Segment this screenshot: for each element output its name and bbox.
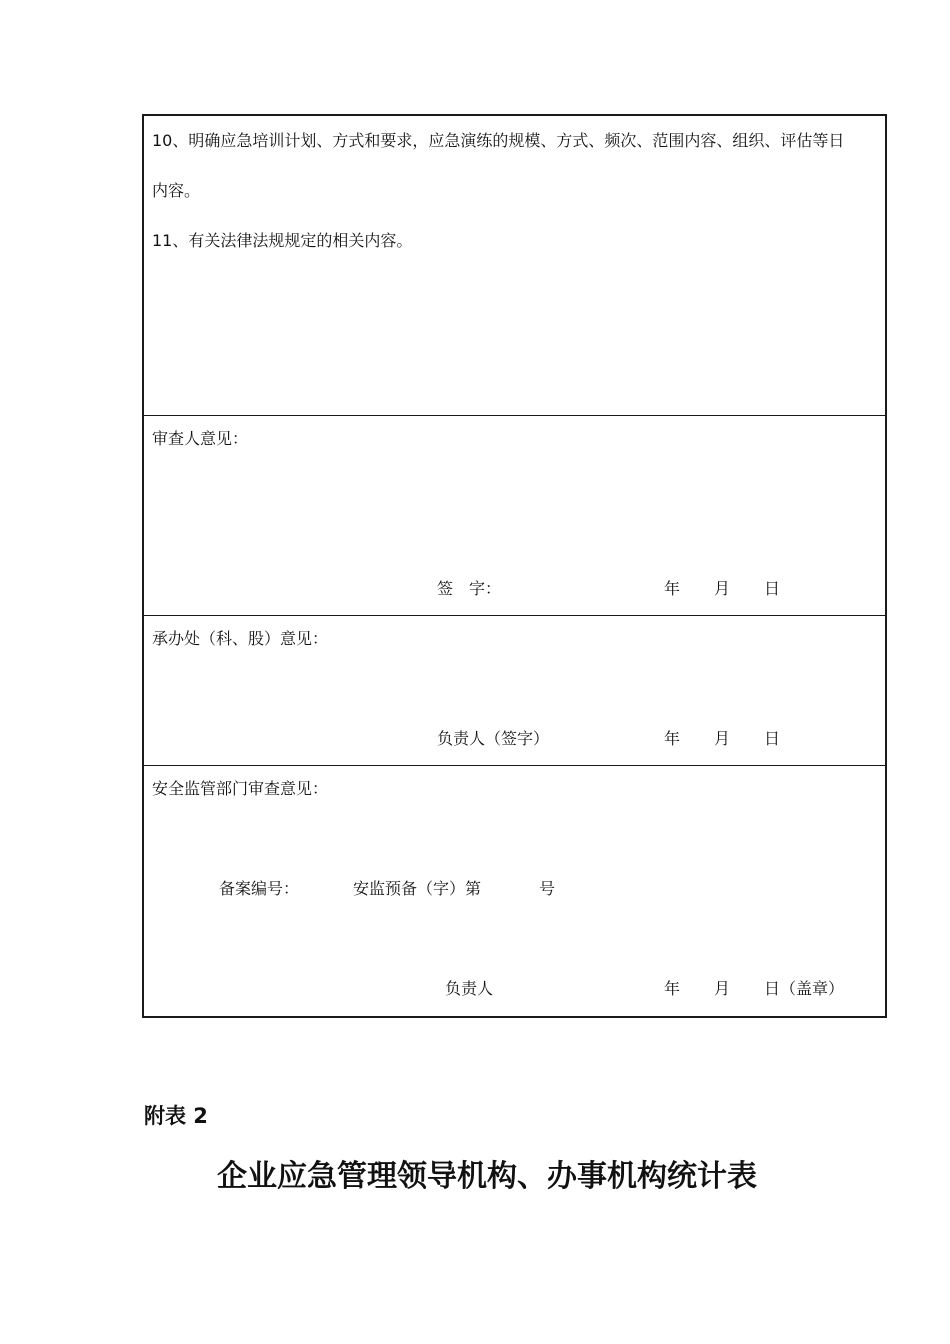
- appendix-title: 企业应急管理领导机构、办事机构统计表: [217, 1159, 757, 1194]
- office-month-label: 月: [714, 729, 731, 748]
- reviewer-month-label: 月: [714, 579, 731, 598]
- record-number-suffix: 号: [539, 879, 556, 898]
- reviewer-opinion-row: [144, 415, 885, 615]
- record-number-label: 备案编号：: [219, 879, 300, 898]
- reviewer-sign-label: 签 字：: [437, 579, 502, 598]
- approval-form-table: [142, 114, 887, 1018]
- item-10-line-2: 内容。: [152, 181, 201, 200]
- reviewer-year-label: 年: [664, 579, 681, 598]
- safety-year-label: 年: [664, 979, 681, 998]
- office-sign-label: 负责人（签字）: [437, 729, 550, 748]
- office-opinion-label: 承办处（科、股）意见：: [152, 629, 329, 648]
- record-number-prefix: 安监预备（字）第: [353, 879, 482, 898]
- safety-opinion-row: [144, 765, 885, 1015]
- content-row: [144, 116, 885, 415]
- appendix-label: 附表 2: [144, 1104, 208, 1128]
- safety-opinion-label: 安全监管部门审查意见：: [152, 779, 329, 798]
- safety-month-label: 月: [714, 979, 731, 998]
- office-year-label: 年: [664, 729, 681, 748]
- safety-responsible-label: 负责人: [445, 979, 494, 998]
- item-11: 11、有关法律法规规定的相关内容。: [152, 231, 413, 250]
- safety-day-seal-label: 日（盖章）: [764, 979, 845, 998]
- item-10-line-1: 10、明确应急培训计划、方式和要求，应急演练的规模、方式、频次、范围内容、组织、评估等日: [152, 131, 845, 150]
- reviewer-opinion-label: 审查人意见：: [152, 429, 249, 448]
- reviewer-day-label: 日: [764, 579, 781, 598]
- office-opinion-row: [144, 615, 885, 765]
- office-day-label: 日: [764, 729, 781, 748]
